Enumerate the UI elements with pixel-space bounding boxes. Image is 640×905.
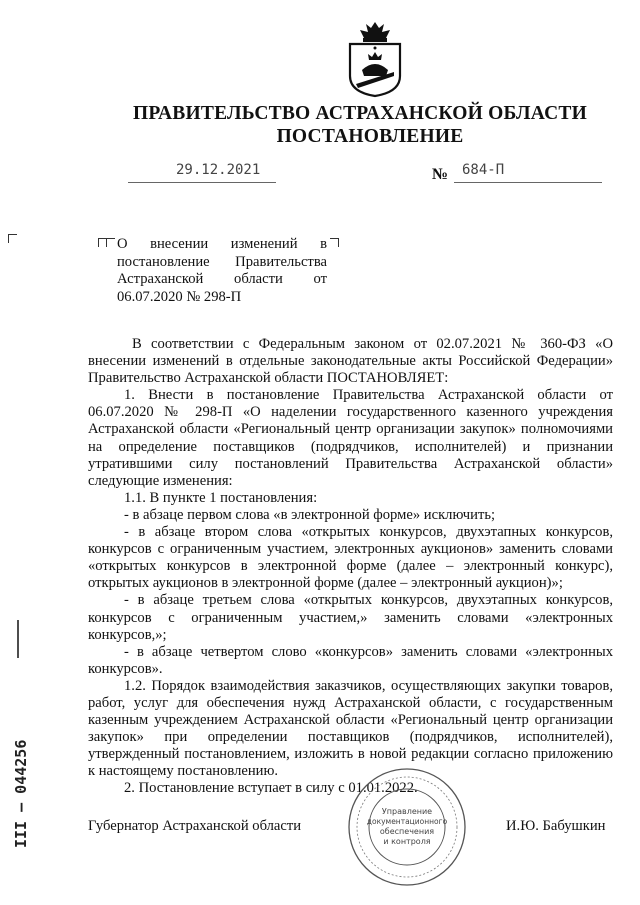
body-paragraph: - в абзаце третьем слова «открытых конкурсов, двухэтапных конкурсов, конкурсов с ограниченным участием,» заменить словами «электронных конкурсов,»;	[88, 592, 613, 643]
organization-title: ПРАВИТЕЛЬСТВО АСТРАХАНСКОЙ ОБЛАСТИ	[133, 103, 587, 124]
body-paragraph: 2. Постановление вступает в силу с 01.01.2022.	[124, 780, 418, 797]
body-paragraph: - в абзаце втором слова «открытых конкурсов, двухэтапных конкурсов, конкурсов с ограниченным участием, электронных аукционов» заменить словами «открытых конкурсов в электронной форме (далее – электронный конкурс), открытых аукционов в электронной форме (далее – электронный аукцион)»;	[88, 524, 613, 592]
side-serial-code	[2, 620, 32, 860]
document-date: 29.12.2021	[176, 162, 261, 178]
number-underline	[454, 182, 602, 183]
subject-corner-mark-right	[330, 238, 339, 247]
signer-position: Губернатор Астраханской области	[88, 818, 302, 834]
document-subject: О внесении изменений в постановление Правительства Астраханской области от 06.07.2020 № 298-П	[117, 236, 327, 305]
body-paragraph: - в абзаце первом слова «в электронной форме» исключить;	[124, 506, 496, 523]
signer-name: И.Ю. Бабушкин	[506, 818, 606, 834]
body-paragraph: В соответствии с Федеральным законом от 02.07.2021 № 360-ФЗ «О внесении изменений в отдельные законодательные акты Российской Федерации» Правительство Астраханской области ПОСТАНОВЛЯЕТ:	[88, 336, 613, 387]
body-paragraph: 1. Внести в постановление Правительства Астраханской области от 06.07.2020 № 298-П «О наделении государственного казенного учреждения Астраханской области «Региональный центр организации закупок» полномочиями на определение поставщиков (подрядчиков, исполнителей) и признании утратившими силу постановлений Правительства Астраханской области» следующие изменения:	[88, 387, 613, 489]
body-paragraph: 1.2. Порядок взаимодействия заказчиков, осуществляющих закупки товаров, работ, услуг для обеспечения нужд Астраханской области, с государственным казенным учреждением Астраханской области «Региональный центр организации закупок» при определении поставщиков (подрядчиков, исполнителей), утвержденный постановлением, изложить в новой редакции согласно приложению к настоящему постановлению.	[88, 677, 613, 780]
margin-corner-mark	[8, 234, 17, 243]
coat-of-arms-emblem	[346, 18, 404, 98]
document-number: 684-П	[462, 162, 505, 178]
side-code-text: III – 044256	[12, 739, 30, 848]
body-paragraph: 1.1. В пункте 1 постановления:	[124, 489, 318, 506]
number-sign: №	[432, 166, 449, 183]
body-paragraph: - в абзаце четвертом слово «конкурсов» заменить словами «электронных конкурсов».	[88, 643, 613, 677]
stamp-line: Управление	[381, 807, 433, 816]
date-underline	[128, 182, 276, 183]
document-type-title: ПОСТАНОВЛЕНИЕ	[276, 126, 464, 147]
stamp-line: обеспечения	[379, 827, 435, 836]
document-body	[88, 336, 613, 798]
official-stamp	[346, 766, 468, 888]
stamp-line: и контроля	[383, 837, 431, 846]
subject-corner-mark-left-inner	[106, 238, 115, 247]
stamp-line: документационного	[366, 817, 448, 826]
